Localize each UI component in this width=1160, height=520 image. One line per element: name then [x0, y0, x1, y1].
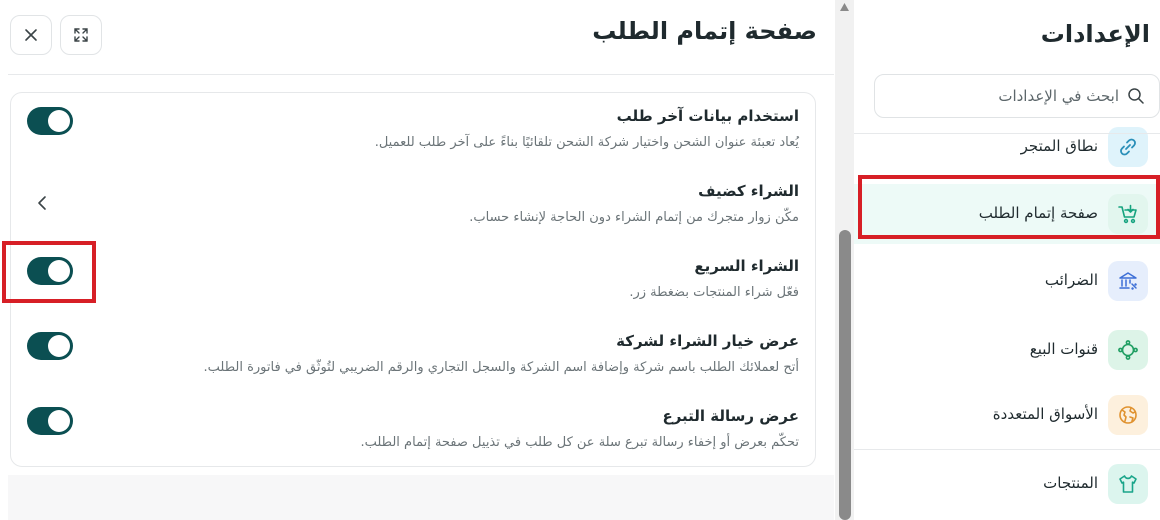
sidebar-item-label: نطاق المتجر: [1020, 137, 1098, 155]
sidebar-item-label: المنتجات: [1043, 474, 1098, 492]
company-purchase-toggle[interactable]: [27, 332, 73, 360]
setting-title: عرض خيار الشراء لشركة: [616, 332, 799, 350]
setting-description: أتح لعملائك الطلب باسم شركة وإضافة اسم الشركة والسجل التجاري والرقم الضريبي لتُوثّق في فاتورة الطلب.: [203, 360, 799, 375]
setting-description: يُعاد تعبئة عنوان الشحن واختيار شركة الشحن تلقائيًا بناءً على آخر طلب للعميل.: [374, 135, 799, 150]
setting-row-donation-message: [11, 393, 815, 468]
channels-icon: [1108, 330, 1148, 370]
setting-row-company-purchase: [11, 318, 815, 393]
setting-title: الشراء كضيف: [698, 182, 799, 200]
sidebar-title: الإعدادات: [1040, 20, 1150, 48]
close-icon: [24, 28, 38, 42]
search-box[interactable]: [874, 74, 1160, 118]
toggle-knob: [48, 110, 70, 132]
setting-title: عرض رسالة التبرع: [662, 407, 799, 425]
sidebar-divider: [854, 449, 1160, 450]
scroll-up-arrow-icon[interactable]: [839, 2, 850, 12]
sidebar-item-label: الأسواق المتعددة: [992, 405, 1098, 423]
expand-button[interactable]: [60, 15, 102, 55]
sidebar-item-products[interactable]: [854, 454, 1160, 514]
chevron-left-icon: [37, 195, 47, 211]
donation-message-toggle[interactable]: [27, 407, 73, 435]
sidebar-item-label: الضرائب: [1044, 271, 1098, 289]
main-scrollbar[interactable]: [835, 0, 854, 520]
sidebar-item-store-domain[interactable]: [854, 117, 1160, 177]
toggle-knob: [48, 410, 70, 432]
bank-icon: [1108, 261, 1148, 301]
setting-description: تحكّم بعرض أو إخفاء رسالة تبرع سلة عن كل طلب في تذييل صفحة إتمام الطلب.: [360, 435, 799, 450]
sidebar-item-label: قنوات البيع: [1029, 340, 1098, 358]
setting-description: مكّن زوار متجرك من إتمام الشراء دون الحاجة لإنشاء حساب.: [469, 210, 799, 225]
setting-title: استخدام بيانات آخر طلب: [616, 107, 799, 125]
sidebar-item-multi-markets[interactable]: [854, 385, 1160, 445]
header-divider: [8, 74, 834, 75]
setting-description: فعّل شراء المنتجات بضغطة زر.: [629, 285, 799, 300]
settings-card: [10, 92, 816, 467]
quick-buy-toggle-highlight: [2, 241, 96, 303]
toggle-knob: [48, 335, 70, 357]
page-title: صفحة إتمام الطلب: [592, 17, 817, 45]
sidebar-item-label: صفحة إتمام الطلب: [978, 204, 1098, 222]
last-order-data-toggle[interactable]: [27, 107, 73, 135]
setting-row-guest-checkout[interactable]: [11, 168, 815, 243]
scrollbar-thumb[interactable]: [839, 230, 851, 520]
search-input[interactable]: [915, 85, 1119, 107]
setting-title: الشراء السريع: [694, 257, 799, 275]
panel-footer-area: [8, 475, 834, 520]
guest-checkout-open-button[interactable]: [33, 192, 51, 214]
globe-icon: [1108, 395, 1148, 435]
settings-sidebar: [854, 0, 1160, 520]
search-icon: [1127, 87, 1145, 105]
expand-icon: [73, 27, 89, 43]
setting-row-last-order-data: [11, 93, 815, 168]
sidebar-item-sales-channels[interactable]: [854, 320, 1160, 380]
setting-row-quick-buy: [11, 243, 815, 318]
sidebar-item-taxes[interactable]: [854, 251, 1160, 311]
shirt-icon: [1108, 464, 1148, 504]
close-button[interactable]: [10, 15, 52, 55]
sidebar-divider: [854, 133, 1160, 134]
checkout-page-item-highlight: [858, 175, 1160, 239]
